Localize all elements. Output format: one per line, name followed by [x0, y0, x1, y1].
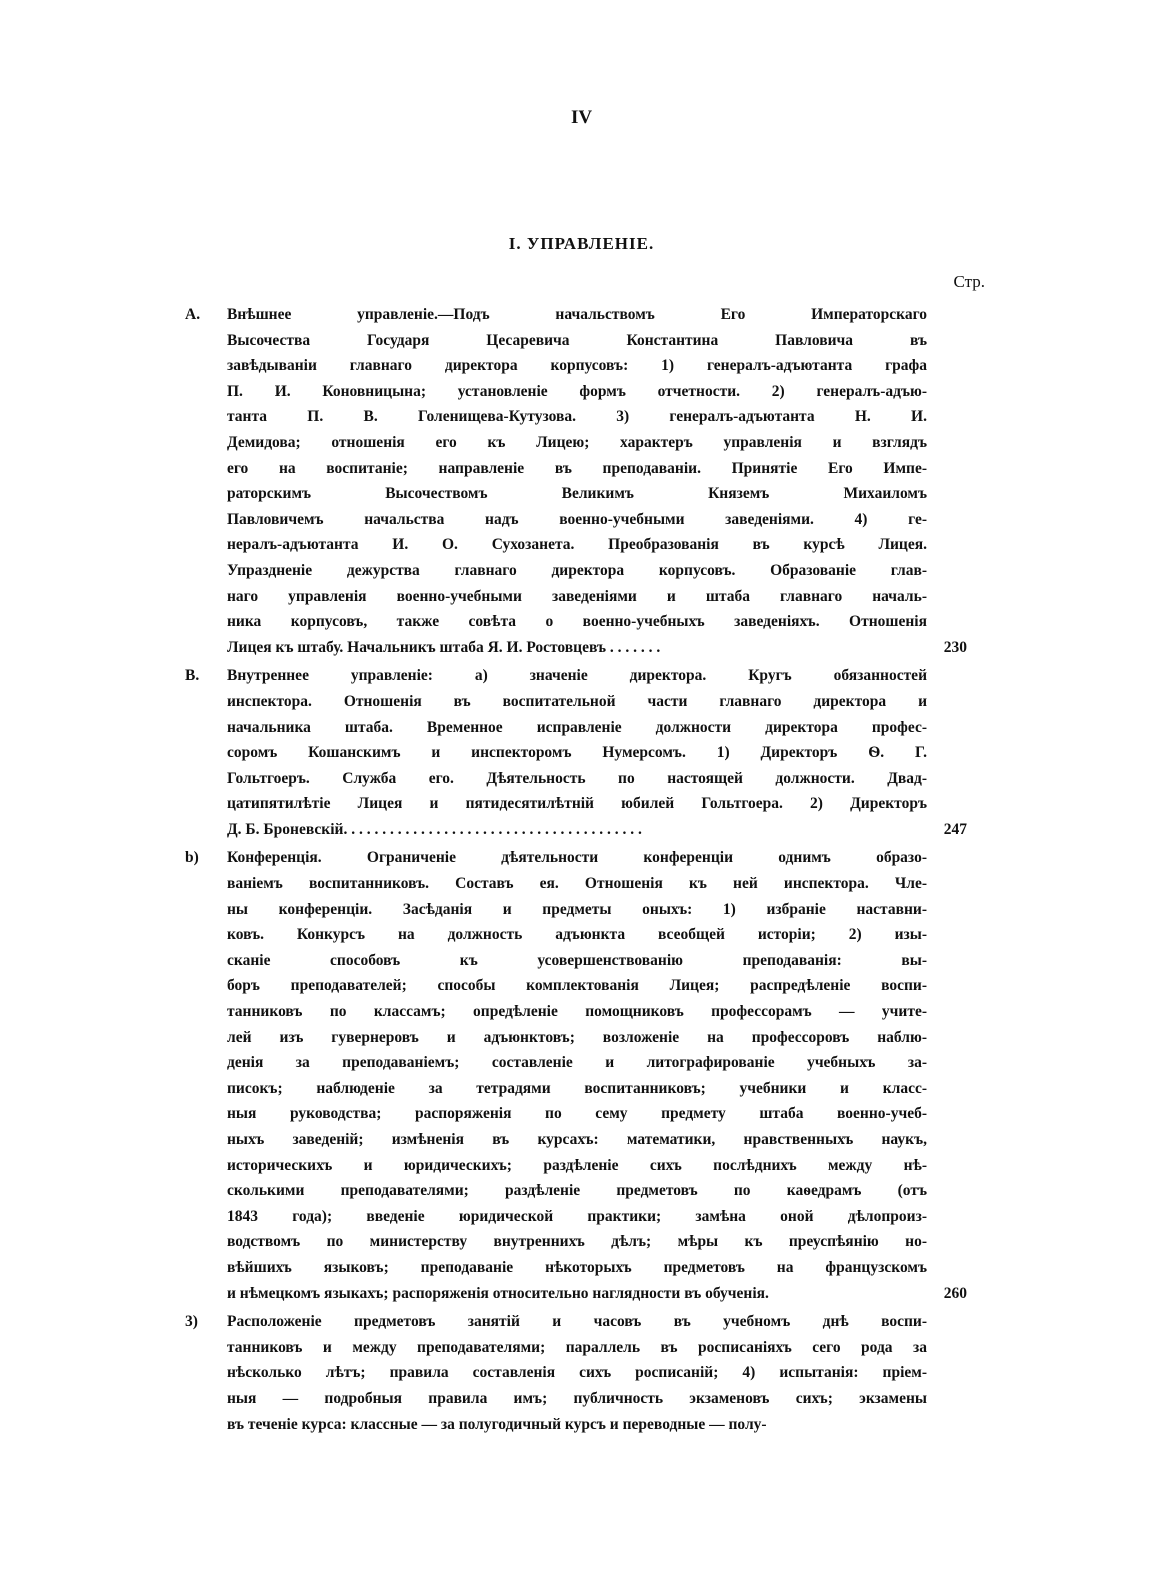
- toc-entry-line: ника корпусовъ, также совѣта о военно-учебныхъ заведеніяхъ. Отношенія: [227, 613, 927, 631]
- toc-entry-line: вѣйшихъ языковъ; преподаваніе нѣкоторыхъ предметовъ на французскомъ: [227, 1258, 927, 1276]
- toc-entry-line: завѣдываніи главнаго директора корпусовъ: 1) генералъ-адъютанта графа: [227, 357, 927, 375]
- toc-entry-line: лей изъ гувернеровъ и адъюнктовъ; возложеніе на профессоровъ наблю-: [227, 1028, 927, 1046]
- toc-entry: [185, 663, 985, 842]
- section-title: I. УПРАВЛЕНІЕ.: [508, 234, 655, 253]
- toc-entry-line: нералъ-адъютанта И. О. Сухозанета. Преобразованія въ курсѣ Лицея.: [227, 536, 927, 554]
- toc-entry-line: инспектора. Отношенія въ воспитательной части главнаго директора и: [227, 692, 927, 710]
- toc-entry-line: водствомъ по министерству внутреннихъ дѣлъ; мѣры къ преуспѣянію но-: [227, 1233, 927, 1251]
- toc-entry-marker: B.: [185, 667, 200, 685]
- toc-entry: [185, 845, 985, 1306]
- toc-entry-marker: b): [185, 849, 199, 867]
- toc-entry-line: денія за преподаваніемъ; составленіе и литографированіе учебныхъ за-: [227, 1054, 927, 1072]
- toc-entry-line: ныхъ заведеній; измѣненія въ курсахъ: математики, нравственныхъ наукъ,: [227, 1131, 927, 1148]
- toc-entry-marker: A.: [185, 306, 201, 323]
- toc-entry-line: Высочества Государя Цесаревича Константина Павловича въ: [227, 331, 927, 349]
- toc-entry-line: Д. Б. Броневскій. . . . . . . . . . . . . . . . . . . . . . . . . . . . . . . . . . . . . . .: [227, 820, 642, 838]
- toc-entry-line: сколькими преподавателями; раздѣленіе предметовъ по каѳедрамъ (отъ: [227, 1182, 927, 1200]
- toc-entry-line: Упраздненіе дежурства главнаго директора корпусовъ. Образованіе глав-: [227, 561, 927, 579]
- page-number: IV: [570, 107, 593, 128]
- toc-entry-line: начальника штаба. Временное исправленіе должности директора профес-: [227, 718, 927, 736]
- toc-entry-line: сканіе способовъ къ усовершенствованію преподаванія: вы-: [227, 951, 927, 969]
- toc-entry-line: ны конференціи. Засѣданія и предметы оныхъ: 1) избраніе наставни-: [227, 900, 927, 918]
- toc-entry-page: 230: [943, 638, 967, 656]
- toc-entry: [185, 1309, 985, 1437]
- toc-entry-page: 247: [943, 820, 967, 838]
- page-column-label: Стр.: [953, 272, 985, 291]
- toc-entry-line: Гольтгоеръ. Служба его. Дѣятельность по настоящей должности. Двад-: [227, 769, 927, 787]
- toc-entry-line: ковъ. Конкурсъ на должность адъюнкта всеобщей исторіи; 2) изы-: [227, 926, 927, 944]
- toc-entry-line: Внѣшнее управленіе.—Подъ начальствомъ Его Императорскаго: [227, 306, 927, 323]
- toc-entry-line: въ теченіе курса: классные — за полугодичный курсъ и переводные — полу-: [227, 1415, 767, 1433]
- toc-entry-line: и нѣмецкомъ языкахъ; распоряженія относительно наглядности въ обученія.: [227, 1284, 769, 1302]
- toc-entry-line: ныя — подробныя правила имъ; публичность экзаменовъ сихъ; экзамены: [227, 1389, 927, 1407]
- toc-entry-line: танниковъ по классамъ; опредѣленіе помощниковъ профессорамъ — учите-: [227, 1003, 927, 1021]
- toc-entry-line: Конференція. Ограниченіе дѣятельности конференціи однимъ образо-: [227, 849, 927, 867]
- toc-entry-line: нѣсколько лѣтъ; правила составленія сихъ росписаній; 4) испытанія: пріем-: [227, 1364, 927, 1382]
- toc-entry-line: Демидова; отношенія его къ Лицею; характеръ управленія и взглядъ: [227, 433, 927, 451]
- toc-entry-line: боръ преподавателей; способы комплектованія Лицея; распредѣленіе воспи-: [227, 977, 927, 995]
- toc-entry-marker: 3): [185, 1313, 198, 1331]
- toc-entry-line: его на воспитаніе; направленіе въ преподаваніи. Принятіе Его Импе-: [227, 459, 927, 477]
- toc-entry-line: писокъ; наблюденіе за тетрадями воспитанниковъ; учебники и класс-: [227, 1079, 927, 1097]
- toc-entry-line: наго управленія военно-учебными заведеніями и штаба главнаго началь-: [227, 587, 927, 605]
- toc-entry-line: Расположеніе предметовъ занятій и часовъ въ учебномъ днѣ воспи-: [227, 1313, 927, 1331]
- toc-entry-line: цатипятилѣтіе Лицея и пятидесятилѣтній юбилей Гольтгоера. 2) Директоръ: [227, 795, 927, 813]
- toc-entry-line: Лицея къ штабу. Начальникъ штаба Я. И. Ростовцевъ . . . . . . .: [227, 638, 661, 656]
- toc-entry-line: Внутреннее управленіе: а) значеніе директора. Кругъ обязанностей: [227, 667, 927, 685]
- toc-entry-line: танта П. В. Голенищева-Кутузова. 3) генералъ-адъютанта Н. И.: [227, 408, 927, 426]
- toc-entry-line: соромъ Кошанскимъ и инспекторомъ Нумерсомъ. 1) Директоръ Ѳ. Г.: [227, 744, 927, 762]
- toc-entry-page: 260: [943, 1284, 967, 1302]
- toc-entry-line: Павловичемъ начальства надъ военно-учебными заведеніями. 4) ге-: [227, 510, 927, 528]
- toc-entry-line: П. И. Коновницына; установленіе формъ отчетности. 2) генералъ-адъю-: [227, 382, 927, 400]
- toc-entry-line: ныя руководства; распоряженія по сему предмету штаба военно-учеб-: [227, 1105, 927, 1123]
- toc-entry-line: раторскимъ Высочествомъ Великимъ Княземъ Михаиломъ: [227, 485, 927, 503]
- toc-entry-line: 1843 года); введеніе юридической практики; замѣна оной дѣлопроиз-: [227, 1207, 927, 1225]
- toc-entry-line: танниковъ и между преподавателями; параллель въ росписаніяхъ сего рода за: [227, 1338, 927, 1356]
- toc-entry: [185, 302, 985, 660]
- toc-entry-line: ваніемъ воспитанниковъ. Составъ ея. Отношенія къ ней инспектора. Чле-: [227, 875, 927, 893]
- table-of-contents: [185, 302, 985, 1437]
- toc-entry-line: историческихъ и юридическихъ; раздѣленіе сихъ послѣднихъ между нѣ-: [227, 1156, 927, 1174]
